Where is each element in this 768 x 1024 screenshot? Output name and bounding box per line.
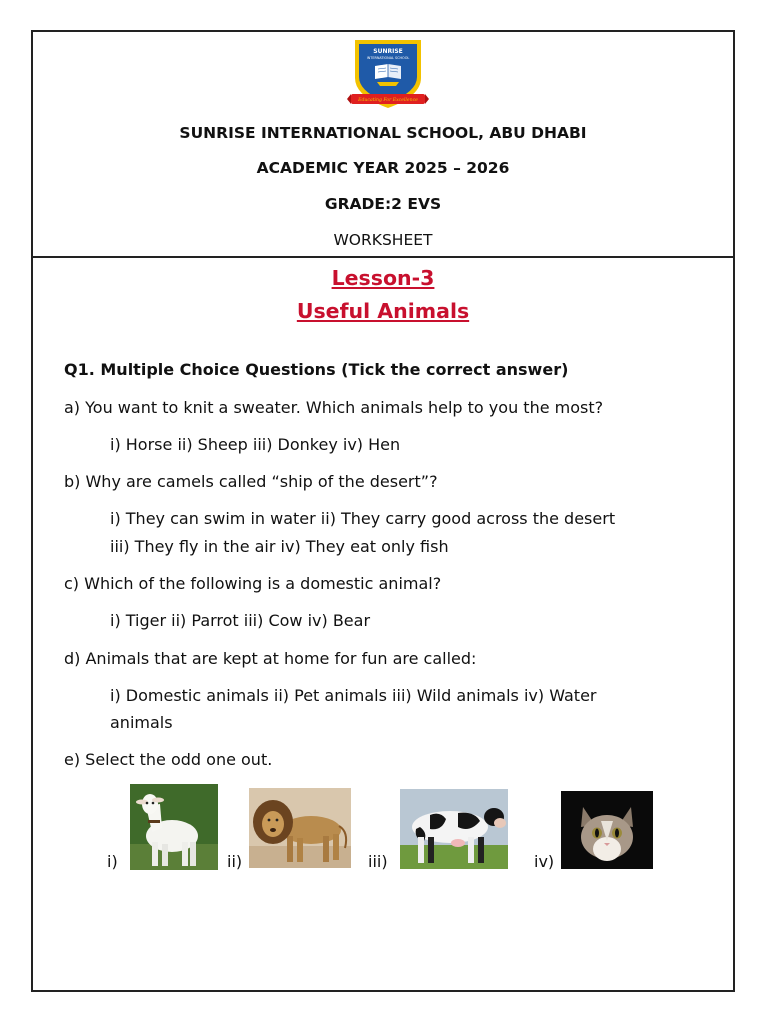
grade-subject: GRADE:2 EVS bbox=[324, 195, 442, 213]
worksheet-frame bbox=[31, 30, 735, 992]
school-logo bbox=[347, 38, 429, 112]
question-d: d) Animals that are kept at home for fun are called: bbox=[64, 649, 477, 668]
option-label-i: i) bbox=[107, 852, 118, 871]
worksheet-label: WORKSHEET bbox=[333, 231, 433, 249]
q1-title: Q1. Multiple Choice Questions (Tick the correct answer) bbox=[64, 360, 569, 379]
logo-name: SUNRISE bbox=[373, 48, 403, 55]
option-label-iii: iii) bbox=[368, 852, 388, 871]
cow-image[interactable] bbox=[400, 789, 508, 869]
question-b-options-1[interactable]: i) They can swim in water ii) They carry good across the desert bbox=[110, 509, 616, 528]
question-d-options-2: animals bbox=[110, 713, 173, 732]
logo-subname: INTERNATIONAL SCHOOL bbox=[366, 56, 410, 60]
question-c: c) Which of the following is a domestic animal? bbox=[64, 574, 442, 593]
question-c-options[interactable]: i) Tiger ii) Parrot iii) Cow iv) Bear bbox=[110, 611, 371, 630]
option-label-iv: iv) bbox=[534, 852, 555, 871]
question-a: a) You want to knit a sweater. Which animals help to you the most? bbox=[64, 398, 604, 417]
lesson-number: Lesson-3 bbox=[331, 266, 435, 290]
question-b-options-2[interactable]: iii) They fly in the air iv) They eat only fish bbox=[110, 537, 449, 556]
lion-image[interactable] bbox=[249, 788, 351, 868]
option-label-ii: ii) bbox=[227, 852, 243, 871]
logo-motto: Educating For Excellence bbox=[358, 98, 418, 103]
academic-year: ACADEMIC YEAR 2025 – 2026 bbox=[256, 159, 510, 177]
question-b: b) Why are camels called “ship of the desert”? bbox=[64, 472, 438, 491]
lesson-title: Useful Animals bbox=[296, 299, 470, 323]
goat-image[interactable] bbox=[130, 784, 218, 870]
question-a-options[interactable]: i) Horse ii) Sheep iii) Donkey iv) Hen bbox=[110, 435, 401, 454]
question-e: e) Select the odd one out. bbox=[64, 750, 273, 769]
cat-image[interactable] bbox=[561, 791, 653, 869]
school-name: SUNRISE INTERNATIONAL SCHOOL, ABU DHABI bbox=[179, 124, 587, 142]
header-divider bbox=[33, 256, 735, 258]
question-d-options-1[interactable]: i) Domestic animals ii) Pet animals iii) Wild animals iv) Water bbox=[110, 686, 597, 705]
